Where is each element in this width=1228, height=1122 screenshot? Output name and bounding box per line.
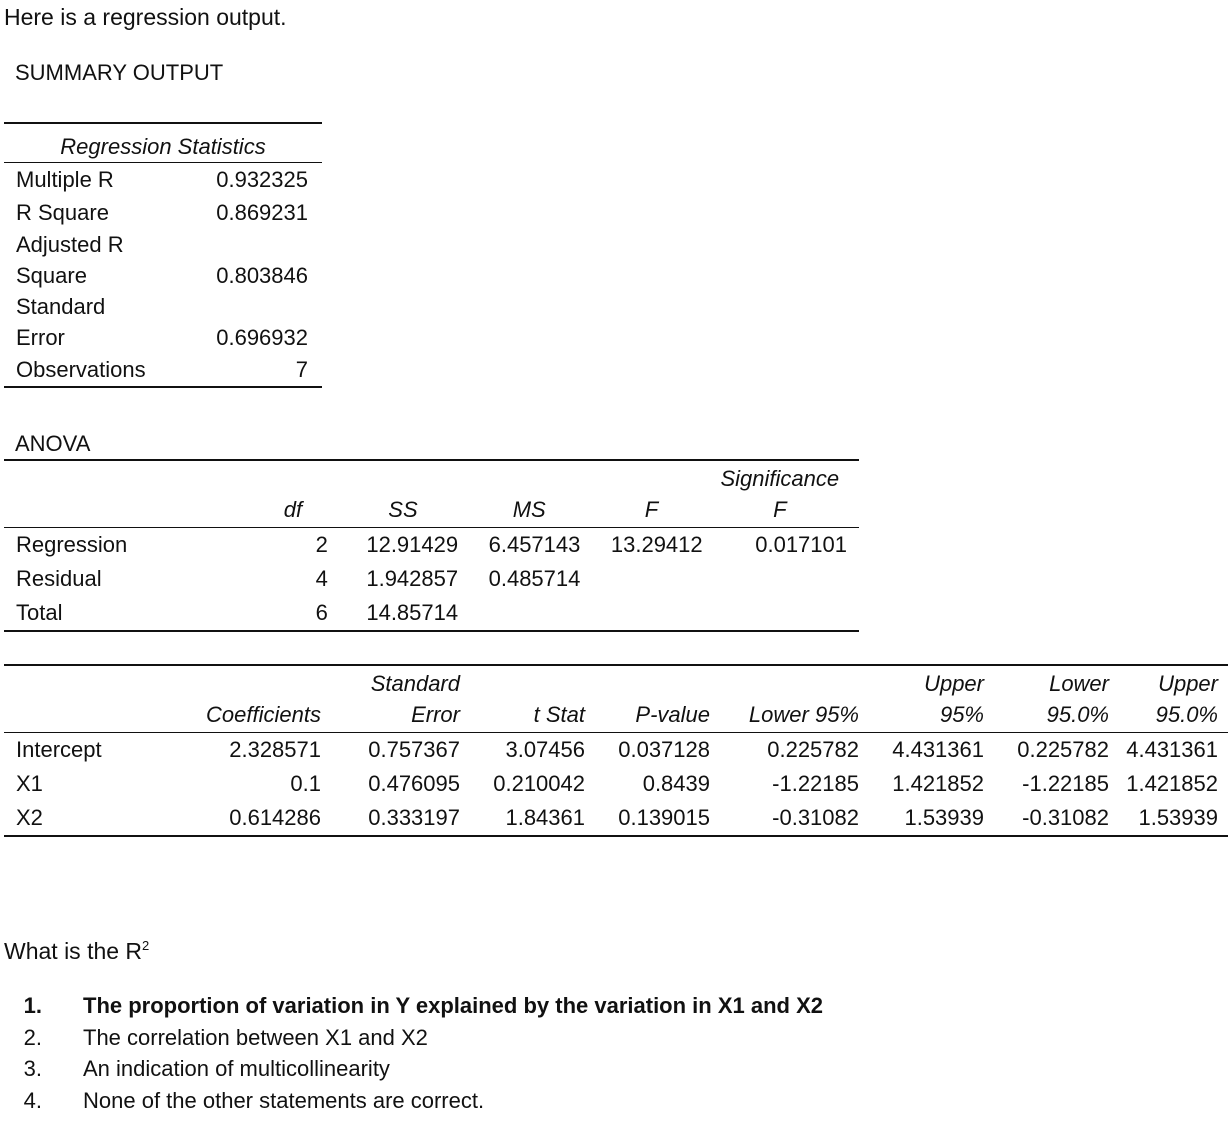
column-header-significance-f — [703, 460, 859, 528]
stat-label: Observations — [16, 357, 146, 382]
table-row — [4, 291, 322, 353]
row-label: Residual — [16, 566, 102, 591]
stat-label: R Square — [16, 200, 109, 225]
upper-95-0-cell: 1.421852 — [1126, 771, 1218, 796]
p-value-cell: 0.139015 — [618, 805, 710, 830]
table-row — [4, 801, 1228, 836]
table-row — [4, 528, 859, 563]
column-header-coefficients: Coefficients — [186, 665, 321, 733]
table-header-row — [4, 460, 859, 528]
f-cell — [580, 562, 702, 596]
anova-title: ANOVA — [15, 431, 91, 456]
header-line: Upper — [1158, 671, 1218, 696]
stat-value: 7 — [295, 356, 308, 382]
stat-value: 0.803846 — [216, 263, 308, 288]
significance-cell: 0.017101 — [755, 532, 847, 557]
upper-95-cell: 1.53939 — [904, 805, 984, 830]
p-value-cell: 0.8439 — [642, 771, 710, 796]
stat-value: 0.932325 — [216, 166, 308, 192]
row-label: Intercept — [16, 737, 102, 762]
stat-label — [4, 291, 181, 353]
ss-cell: 1.942857 — [366, 566, 459, 591]
option-number: 1. — [23, 993, 42, 1018]
lower-95-cell: 0.225782 — [767, 737, 859, 762]
table-row — [4, 733, 1228, 768]
option-text: None of the other statements are correct. — [83, 1087, 485, 1113]
stat-label-line: Error — [16, 325, 65, 350]
table-row — [4, 163, 322, 197]
header-line: Significance — [720, 466, 840, 491]
upper-95-cell: 4.431361 — [892, 737, 984, 762]
lower-95-cell: -0.31082 — [772, 805, 859, 830]
t-stat-cell: 1.84361 — [505, 805, 585, 830]
lower-95-cell: -1.22185 — [772, 771, 859, 796]
column-header-lower-95-0 — [984, 665, 1109, 733]
list-item[interactable] — [0, 1085, 823, 1117]
header-line: 95.0% — [1046, 702, 1109, 727]
coefficient-cell: 0.614286 — [229, 805, 321, 830]
stat-label: Multiple R — [16, 167, 114, 192]
header-line: Lower — [1049, 671, 1109, 696]
upper-95-0-cell: 4.431361 — [1126, 737, 1218, 762]
ms-cell — [458, 596, 580, 631]
row-label: Regression — [16, 532, 128, 557]
standard-error-cell: 0.757367 — [368, 737, 460, 762]
f-cell: 13.29412 — [610, 532, 703, 557]
standard-error-cell: 0.333197 — [368, 805, 460, 830]
list-item[interactable] — [0, 1053, 823, 1085]
df-cell: 2 — [315, 532, 328, 557]
significance-cell — [703, 596, 859, 631]
stat-value: 0.869231 — [216, 199, 308, 225]
table-row — [4, 196, 322, 229]
row-label: X1 — [16, 771, 43, 796]
row-label: Total — [16, 600, 63, 625]
column-header-blank — [4, 460, 178, 528]
stat-value: 0.696932 — [216, 325, 308, 350]
column-header-upper-95 — [859, 665, 984, 733]
table-row — [4, 596, 859, 631]
stat-label-line: Square — [16, 263, 87, 288]
table-row — [4, 229, 322, 291]
question-text — [4, 938, 149, 965]
column-header-lower-95: Lower 95% — [710, 665, 859, 733]
option-number: 2. — [23, 1024, 42, 1050]
option-number: 4. — [23, 1087, 42, 1113]
stat-label-line: Standard — [16, 294, 106, 319]
header-line: F — [773, 497, 787, 522]
column-header-ss: SS — [328, 460, 458, 528]
lower-95-0-cell: 0.225782 — [1017, 737, 1109, 762]
significance-cell — [703, 562, 859, 596]
table-header-row — [4, 665, 1228, 733]
question-body: What is the R — [4, 938, 143, 964]
lower-95-0-cell: -1.22185 — [1022, 771, 1109, 796]
header-line: 95% — [939, 702, 984, 727]
option-text: An indication of multicollinearity — [83, 1056, 390, 1081]
header-line: Standard — [370, 671, 460, 696]
stat-label-line: Adjusted R — [16, 232, 124, 257]
answer-options-list — [0, 990, 823, 1116]
summary-output-title: SUMMARY OUTPUT — [15, 60, 224, 85]
column-header-f: F — [580, 460, 702, 528]
ss-cell: 14.85714 — [366, 600, 459, 625]
column-header-standard-error — [321, 665, 460, 733]
column-header-blank — [4, 665, 186, 733]
list-item[interactable] — [0, 1022, 823, 1054]
column-header-ms: MS — [458, 460, 580, 528]
regression-statistics-heading: Regression Statistics — [4, 123, 322, 163]
header-line: Upper — [924, 671, 984, 696]
p-value-cell: 0.037128 — [618, 737, 710, 762]
upper-95-0-cell: 1.53939 — [1138, 805, 1218, 830]
ms-cell: 6.457143 — [488, 532, 581, 557]
standard-error-cell: 0.476095 — [368, 771, 460, 796]
ss-cell: 12.91429 — [366, 532, 459, 557]
question-superscript: 2 — [142, 938, 150, 953]
column-header-p-value: P-value — [585, 665, 710, 733]
list-item[interactable] — [0, 990, 823, 1022]
t-stat-cell: 0.210042 — [493, 771, 585, 796]
table-row — [4, 353, 322, 387]
header-line: 95.0% — [1155, 702, 1218, 727]
intro-text: Here is a regression output. — [4, 4, 287, 30]
ms-cell: 0.485714 — [488, 566, 581, 591]
table-row — [4, 562, 859, 596]
column-header-df: df — [178, 460, 328, 528]
column-header-t-stat: t Stat — [460, 665, 585, 733]
row-label: X2 — [16, 805, 43, 830]
df-cell: 4 — [315, 566, 328, 591]
anova-table — [4, 459, 859, 632]
option-text: The proportion of variation in Y explained by the variation in X1 and X2 — [83, 993, 823, 1018]
regression-statistics-table — [4, 122, 322, 388]
f-cell — [580, 596, 702, 631]
lower-95-0-cell: -0.31082 — [1022, 805, 1109, 830]
option-text: The correlation between X1 and X2 — [83, 1024, 428, 1050]
t-stat-cell: 3.07456 — [505, 737, 585, 762]
column-header-upper-95-0 — [1109, 665, 1228, 733]
upper-95-cell: 1.421852 — [892, 771, 984, 796]
coefficients-table — [4, 664, 1228, 837]
header-line: Error — [411, 702, 460, 727]
coefficient-cell: 0.1 — [290, 771, 321, 796]
coefficient-cell: 2.328571 — [229, 737, 321, 762]
table-row — [4, 767, 1228, 801]
stat-label — [4, 229, 181, 291]
df-cell: 6 — [315, 600, 328, 625]
option-number: 3. — [23, 1056, 42, 1081]
